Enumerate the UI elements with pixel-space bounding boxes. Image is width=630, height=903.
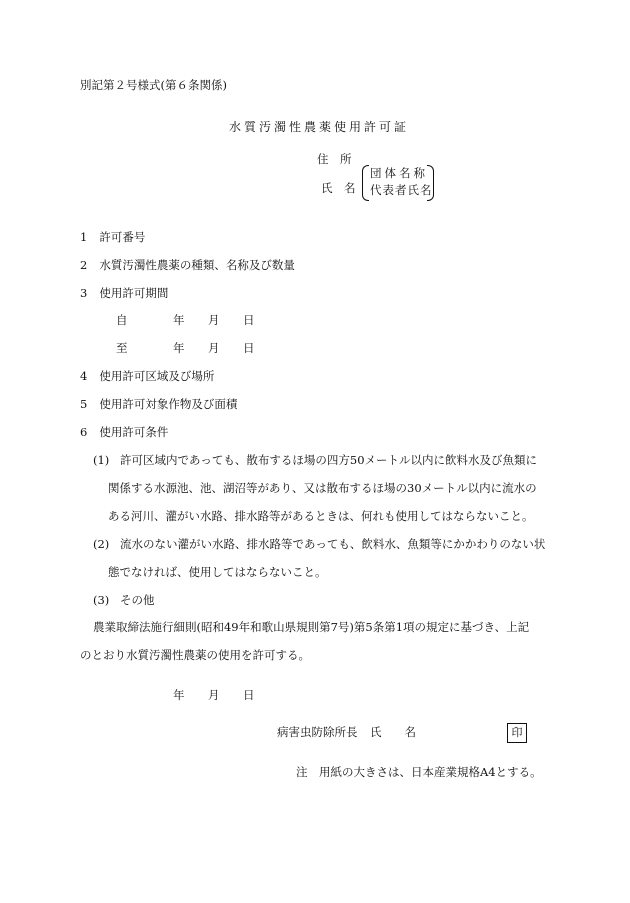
item-number: 6 <box>80 425 88 439</box>
condition-2-number: (2) <box>93 537 110 551</box>
item-1 <box>80 232 145 244</box>
item-text: 使用許可区域及び場所 <box>99 369 215 383</box>
period-from-label: 自 <box>116 313 128 327</box>
item-5 <box>80 399 237 411</box>
period-to-day: 日 <box>243 341 255 355</box>
body-line-1: 農業取締法施行細則(昭和49年和歌山県規則第7号)第5条第1項の規定に基づき、上記 <box>93 620 530 634</box>
period-from-day: 日 <box>243 313 255 327</box>
left-bracket <box>362 165 369 201</box>
period-from-year: 年 <box>173 313 185 327</box>
item-text: 使用許可対象作物及び面積 <box>99 397 238 411</box>
period-to-month: 月 <box>208 341 220 355</box>
condition-2-line-1: 流水のない灌がい水路、排水路等であっても、飲料水、魚類等にかかわりのない状 <box>120 537 546 551</box>
condition-3-number: (3) <box>93 593 110 607</box>
condition-3-line-1: その他 <box>120 593 155 607</box>
item-number: 5 <box>80 397 88 411</box>
organization-name-label: 団体名称 <box>370 166 428 180</box>
condition-1-line-3: ある河川、灌がい水路、排水路等があるときは、何れも使用してはならないこと。 <box>108 509 534 523</box>
item-4 <box>80 371 214 383</box>
period-to-label: 至 <box>116 341 128 355</box>
applicant-bracket <box>362 165 434 201</box>
paper-size-note: 注 用紙の大きさは、日本産業規格A4とする。 <box>296 765 542 779</box>
item-text: 使用許可条件 <box>99 425 169 439</box>
address-label: 住 所 <box>317 152 352 166</box>
item-text: 使用許可期間 <box>99 286 169 300</box>
period-from-month: 月 <box>208 313 220 327</box>
condition-1-line-1: 許可区域内であっても、散布するほ場の四方50メートル以内に飲料水及び魚類に <box>120 453 538 467</box>
document-title: 水質汚濁性農薬使用許可証 <box>229 120 410 134</box>
seal-mark: 印 <box>507 723 527 743</box>
form-label: 別記第２号様式(第６条関係) <box>80 78 227 92</box>
issuer-name-label: 氏 名 <box>370 725 416 739</box>
condition-1-number: (1) <box>93 453 110 467</box>
name-label: 氏 名 <box>321 181 356 195</box>
issue-date-month: 月 <box>208 688 220 702</box>
issue-date-year: 年 <box>173 688 185 702</box>
item-number: 2 <box>80 258 88 272</box>
item-6 <box>80 427 168 439</box>
item-number: 4 <box>80 369 88 383</box>
condition-1-line-2: 関係する水源池、池、湖沼等があり、又は散布するほ場の30メートル以内に流水の <box>108 481 537 495</box>
issue-date-day: 日 <box>243 688 255 702</box>
representative-name-label: 代表者氏名 <box>370 183 433 197</box>
issuer-title: 病害虫防除所長 <box>277 725 358 739</box>
condition-2-line-2: 態でなければ、使用してはならないこと。 <box>108 565 327 579</box>
item-text: 許可番号 <box>99 230 146 244</box>
item-3 <box>80 288 168 300</box>
right-bracket <box>427 165 434 201</box>
item-text: 水質汚濁性農薬の種類、名称及び数量 <box>99 258 295 272</box>
period-to-year: 年 <box>173 341 185 355</box>
body-line-2: のとおり水質汚濁性農薬の使用を許可する。 <box>80 648 310 662</box>
item-2 <box>80 260 295 272</box>
item-number: 1 <box>80 230 88 244</box>
item-number: 3 <box>80 286 88 300</box>
